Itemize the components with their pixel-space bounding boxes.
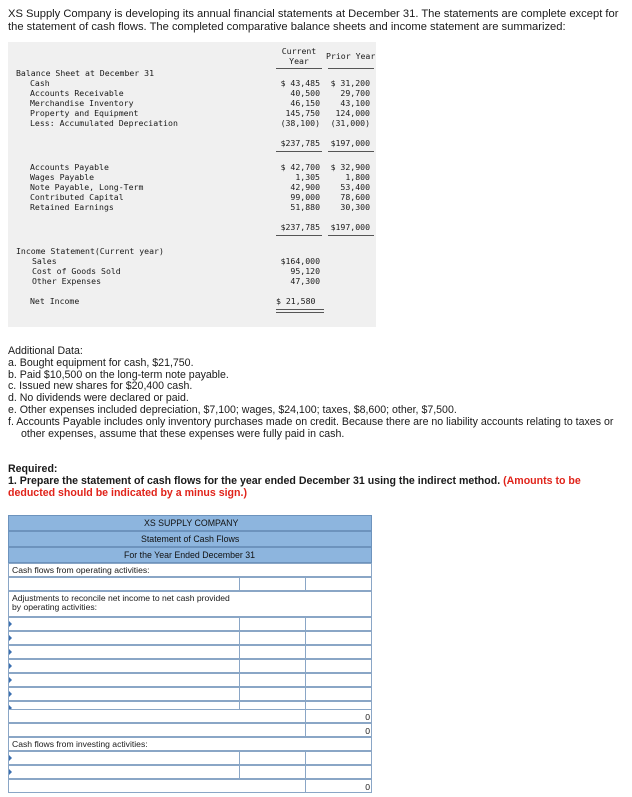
cf-subtotal-b: 0 bbox=[305, 724, 373, 736]
cf-label-input[interactable] bbox=[9, 660, 239, 672]
additional-item: c. Issued new shares for $20,400 cash. bbox=[8, 380, 193, 393]
adjustment-input-row bbox=[8, 631, 372, 645]
statement-row-label: Cash bbox=[30, 78, 50, 88]
cf-label-input[interactable] bbox=[9, 618, 239, 630]
liabilities-total-prior: $197,000 bbox=[330, 222, 370, 232]
statement-row-prior: 43,100 bbox=[340, 98, 370, 108]
cf-amount-input[interactable] bbox=[239, 674, 305, 686]
income-statement-title: Income Statement(Current year) bbox=[16, 246, 164, 256]
additional-item: other expenses, assume that these expenses were fully paid in cash. bbox=[21, 427, 345, 440]
statement-row-prior: 1,800 bbox=[345, 172, 370, 182]
additional-item: a. Bought equipment for cash, $21,750. bbox=[8, 356, 194, 369]
statement-row-current: 42,900 bbox=[290, 182, 320, 192]
cf-investing-label: Cash flows from investing activities: bbox=[12, 739, 148, 749]
adjustment-input-row bbox=[8, 673, 372, 687]
statement-row-label: Less: Accumulated Depreciation bbox=[30, 118, 178, 128]
cf-company: XS SUPPLY COMPANY bbox=[144, 518, 239, 528]
additional-data bbox=[8, 346, 628, 440]
statement-row-current: 145,750 bbox=[285, 108, 320, 118]
statement-row-current: 51,880 bbox=[290, 202, 320, 212]
statement-row-prior: 78,600 bbox=[340, 192, 370, 202]
statement-row-current: $164,000 bbox=[280, 256, 320, 266]
cf-total-input[interactable] bbox=[305, 752, 373, 764]
statement-row-label: Merchandise Inventory bbox=[30, 98, 134, 108]
statement-row-label: Accounts Receivable bbox=[30, 88, 124, 98]
adjustment-input-row bbox=[8, 617, 372, 631]
cf-total-input[interactable] bbox=[305, 660, 373, 672]
cf-total-input[interactable] bbox=[305, 646, 373, 658]
statement-row-prior: 53,400 bbox=[340, 182, 370, 192]
cf-amount-input[interactable] bbox=[239, 618, 305, 630]
required-section bbox=[8, 463, 630, 499]
statement-row-label: Other Expenses bbox=[32, 276, 102, 286]
cf-total-input[interactable] bbox=[305, 632, 373, 644]
cf-label-input[interactable] bbox=[9, 578, 239, 590]
liabilities-total-current: $237,785 bbox=[280, 222, 320, 232]
problem-intro: XS Supply Company is developing its annual financial statements at December 31. The statements are complete except for the statement of cash flows. The completed comparative balance sheets and income statement are summarized: bbox=[8, 8, 619, 33]
cf-total-input[interactable] bbox=[305, 688, 373, 700]
statement-row-label: Retained Earnings bbox=[30, 202, 114, 212]
cf-label-input[interactable] bbox=[9, 674, 239, 686]
cf-subtotal-a: 0 bbox=[305, 710, 373, 722]
additional-item: e. Other expenses included depreciation, $7,100; wages, $24,100; taxes, $8,600; other, $7,500. bbox=[8, 403, 457, 416]
statement-row-current: 99,000 bbox=[290, 192, 320, 202]
cf-amount-input[interactable] bbox=[239, 660, 305, 672]
cf-label-input[interactable] bbox=[9, 766, 239, 778]
cf-amount-input[interactable] bbox=[239, 688, 305, 700]
statement-row-label: Note Payable, Long-Term bbox=[30, 182, 144, 192]
cf-label-input[interactable] bbox=[9, 632, 239, 644]
statement-row-prior: 124,000 bbox=[335, 108, 370, 118]
investing-input-row bbox=[8, 765, 372, 779]
additional-title: Additional Data: bbox=[8, 345, 83, 357]
statement-row-current: (38,100) bbox=[280, 118, 320, 128]
cf-period: For the Year Ended December 31 bbox=[124, 550, 256, 560]
cf-adjustments-label: Adjustments to reconcile net income to net cash provided by operating activities: bbox=[12, 593, 230, 612]
financial-statements-panel bbox=[8, 42, 376, 327]
statement-row-prior: 30,300 bbox=[340, 202, 370, 212]
cf-label-input[interactable] bbox=[9, 752, 239, 764]
cf-amount-input[interactable] bbox=[239, 578, 305, 590]
statement-row-label: Accounts Payable bbox=[30, 162, 109, 172]
prior-year-header: Prior Year bbox=[326, 51, 376, 61]
adjustment-input-row bbox=[8, 687, 372, 701]
cf-total-input[interactable] bbox=[305, 578, 373, 590]
statement-row-current: 95,120 bbox=[290, 266, 320, 276]
cf-label-input[interactable] bbox=[9, 646, 239, 658]
statement-row-label: Property and Equipment bbox=[30, 108, 139, 118]
statement-row-current: 47,300 bbox=[290, 276, 320, 286]
statement-row-current: 40,500 bbox=[290, 88, 320, 98]
statement-row-label: Wages Payable bbox=[30, 172, 95, 182]
assets-total-prior: $197,000 bbox=[330, 138, 370, 148]
statement-row-current: $ 43,485 bbox=[280, 78, 320, 88]
cf-total-input[interactable] bbox=[305, 766, 373, 778]
cf-amount-input[interactable] bbox=[239, 646, 305, 658]
balance-sheet-title: Balance Sheet at December 31 bbox=[16, 68, 155, 78]
statement-row-label: Cost of Goods Sold bbox=[32, 266, 121, 276]
cf-amount-input[interactable] bbox=[239, 766, 305, 778]
adjustment-input-row bbox=[8, 659, 372, 673]
statement-row-prior: (31,000) bbox=[330, 118, 370, 128]
cf-operating-label: Cash flows from operating activities: bbox=[12, 565, 150, 575]
cf-label-input[interactable] bbox=[9, 688, 239, 700]
cf-total-input[interactable] bbox=[305, 618, 373, 630]
additional-item: f. Accounts Payable includes only inventory purchases made on credit. Because there are no liability accounts relating to taxes or bbox=[8, 415, 614, 428]
additional-item: d. No dividends were declared or paid. bbox=[8, 392, 189, 405]
required-text: 1. Prepare the statement of cash flows for the year ended December 31 using the indirect method. bbox=[8, 475, 501, 487]
statement-row-prior: 29,700 bbox=[340, 88, 370, 98]
assets-total-current: $237,785 bbox=[280, 138, 320, 148]
statement-row-current: $ 42,700 bbox=[280, 162, 320, 172]
required-note: (Amounts to be deducted should be indicated by a minus sign.) bbox=[8, 475, 581, 499]
investing-input-row bbox=[8, 751, 372, 765]
cf-amount-input[interactable] bbox=[239, 632, 305, 644]
statement-row-label: Contributed Capital bbox=[30, 192, 124, 202]
statement-row-prior: $ 32,900 bbox=[330, 162, 370, 172]
current-year-header: Current Year bbox=[281, 46, 317, 66]
statement-row-prior: $ 31,200 bbox=[330, 78, 370, 88]
additional-item: b. Paid $10,500 on the long-term note payable. bbox=[8, 368, 229, 381]
statement-row-current: 1,305 bbox=[295, 172, 320, 182]
adjustment-input-row bbox=[8, 645, 372, 659]
net-income-label: Net Income bbox=[30, 296, 80, 306]
required-title: Required: bbox=[8, 463, 58, 475]
statement-row-label: Sales bbox=[32, 256, 57, 266]
net-income-value: $ 21,580 bbox=[276, 296, 316, 306]
cf-amount-input[interactable] bbox=[239, 752, 305, 764]
cf-total-input[interactable] bbox=[305, 674, 373, 686]
net-income-input-row bbox=[8, 577, 372, 591]
statement-row-current: 46,150 bbox=[290, 98, 320, 108]
cf-statement: Statement of Cash Flows bbox=[141, 534, 240, 544]
cf-subtotal-c: 0 bbox=[305, 780, 373, 792]
